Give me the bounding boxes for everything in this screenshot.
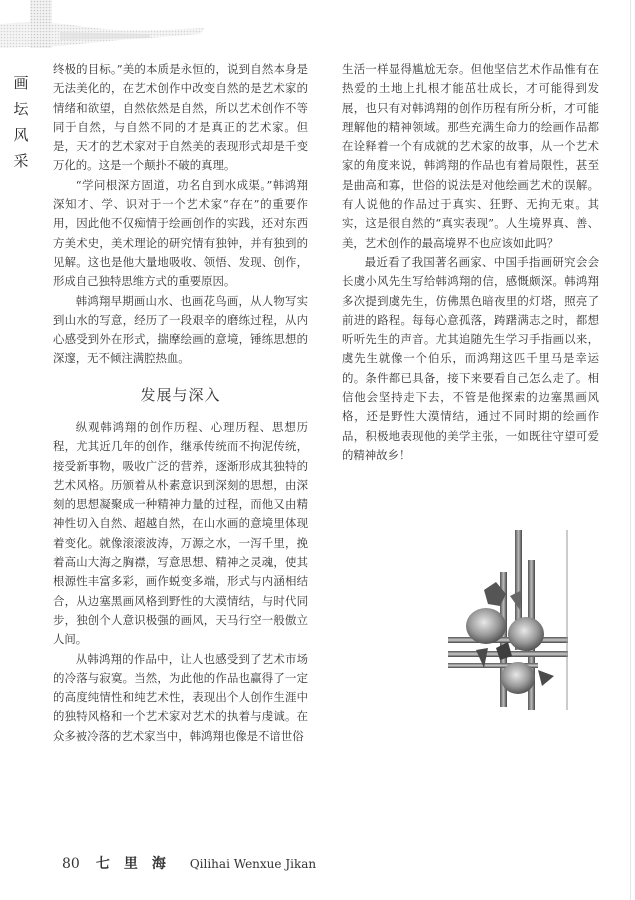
paragraph: 终极的目标。”美的本质是永恒的，说到自然本身是无法美化的，在艺术创作中改变自然的是艺术家的情绪和欲望，自然依然是自然，所以艺术创作不等同于自然，与自然不同的才是真正的艺术家。但是，天才的艺术家对于自然美的表现形式却是千变万化的。这是一个颠扑不破的真理。 [53,62,308,173]
left-column-text-2 [53,418,308,746]
magazine-title-cn: 七里海 [95,856,180,872]
rose-decoration-illustration [448,530,578,715]
paragraph: 从韩鸿翔的作品中，让人也感受到了艺术市场的冷落与寂寞。当然，为此他的作品也赢得了一定的高度纯情性和纯艺术性，表现出个人创作生涯中的独特风格和一个艺术家对艺术的执着与虔诚。在众多被冷落的艺术家当中，韩鸿翔也像是不谙世俗 [53,651,308,743]
section-label-char: 坛 [13,100,29,118]
section-label-char: 风 [13,126,29,144]
header-landscape-illustration [0,0,210,50]
page-number: 80 [62,856,80,872]
page-footer [62,853,316,873]
paragraph: 最近看了我国著名画家、中国手指画研究会会长虞小风先生写给韩鸿翔的信，感慨颇深。韩鸿翔多次提到虞先生，仿佛黑色暗夜里的灯塔，照亮了前进的路程。每每心意孤落，踌躇满志之时，都想听听先生的声音。尤其追随先生学习手指画以来，虞先生就像一个伯乐，而鸿翔这匹千里马是幸运的。条件都已具备，接下来要看自己怎么走了。相信他会坚持走下去，不管是他探索的边塞黑画风格，还是野性大漠情结，通过不同时期的绘画作品，积极地表现他的美学主张，一如既往守望可爱的精神故乡！ [342,254,599,462]
section-label-char: 采 [13,152,29,170]
paragraph: “学问根深方固道，功名自到水成渠。”韩鸿翔深知才、学、识对于一个艺术家“存在”的重要作用，因此他不仅痴情于绘画创作的实践，还对东西方美术史，美术理论的研究情有独钟，并有独到的见解。这也是他大量地吸收、领悟、发现、创作，形成自己独特思维方式的重要原因。 [53,177,308,289]
section-label-char: 画 [13,74,29,92]
right-column-text [342,60,599,465]
paragraph: 纵观韩鸿翔的创作历程、心理历程、思想历程，尤其近几年的创作，继承传统而不拘泥传统，接受新事物，吸收广泛的营养，逐渐形成其独特的艺术风格。历颁着从朴素意识到深刻的思想，由深刻的思想凝聚成一种精神力量的过程，而他又由精神性切入自然、超越自然，在山水画的意境里体现着变化。就像滚滚波涛，万源之水，一泻千里，挽着高山大海之胸襟，写意思想、精神之灵魂，使其根源性丰富多彩，画作蜕变多端，形式与内涵相结合，从边塞黑画风格到野性的大漠情结，与时代同步，独创个人意识极强的画风，天马行空一般傲立人间。 [53,420,308,647]
section-subheading: 发展与深入 [140,386,221,404]
left-column-text [53,60,308,369]
page-edge-rule [630,0,631,900]
paragraph: 生活一样显得尴尬无奈。但他坚信艺术作品惟有在热爱的土地上扎根才能茁壮成长，才可能得到发展，也只有对韩鸿翔的创作历程有所分析，才可能理解他的精神领域。那些充满生命力的绘画作品都在诠释着一个有成就的艺术家的故事，从一个艺术家的角度来说，韩鸿翔的作品也有着局限性，甚至是曲高和寡，世俗的说法是对他绘画艺术的误解。有人说他的作品过于真实、狂野、无拘无束。其实，这是很自然的“真实表现”。人生境界真、善、美，艺术创作的最高境界不也应该如此吗？ [342,62,599,250]
paragraph: 韩鸿翔早期画山水、也画花鸟画，从人物写实到山水的写意，经历了一段艰辛的磨练过程，从内心感受到外在形式，揣摩绘画的意境，锤练思想的深邃，无不倾注满腔热血。 [53,293,308,366]
section-label [12,70,30,174]
magazine-title-en: Qilihai Wenxue Jikan [189,857,317,871]
